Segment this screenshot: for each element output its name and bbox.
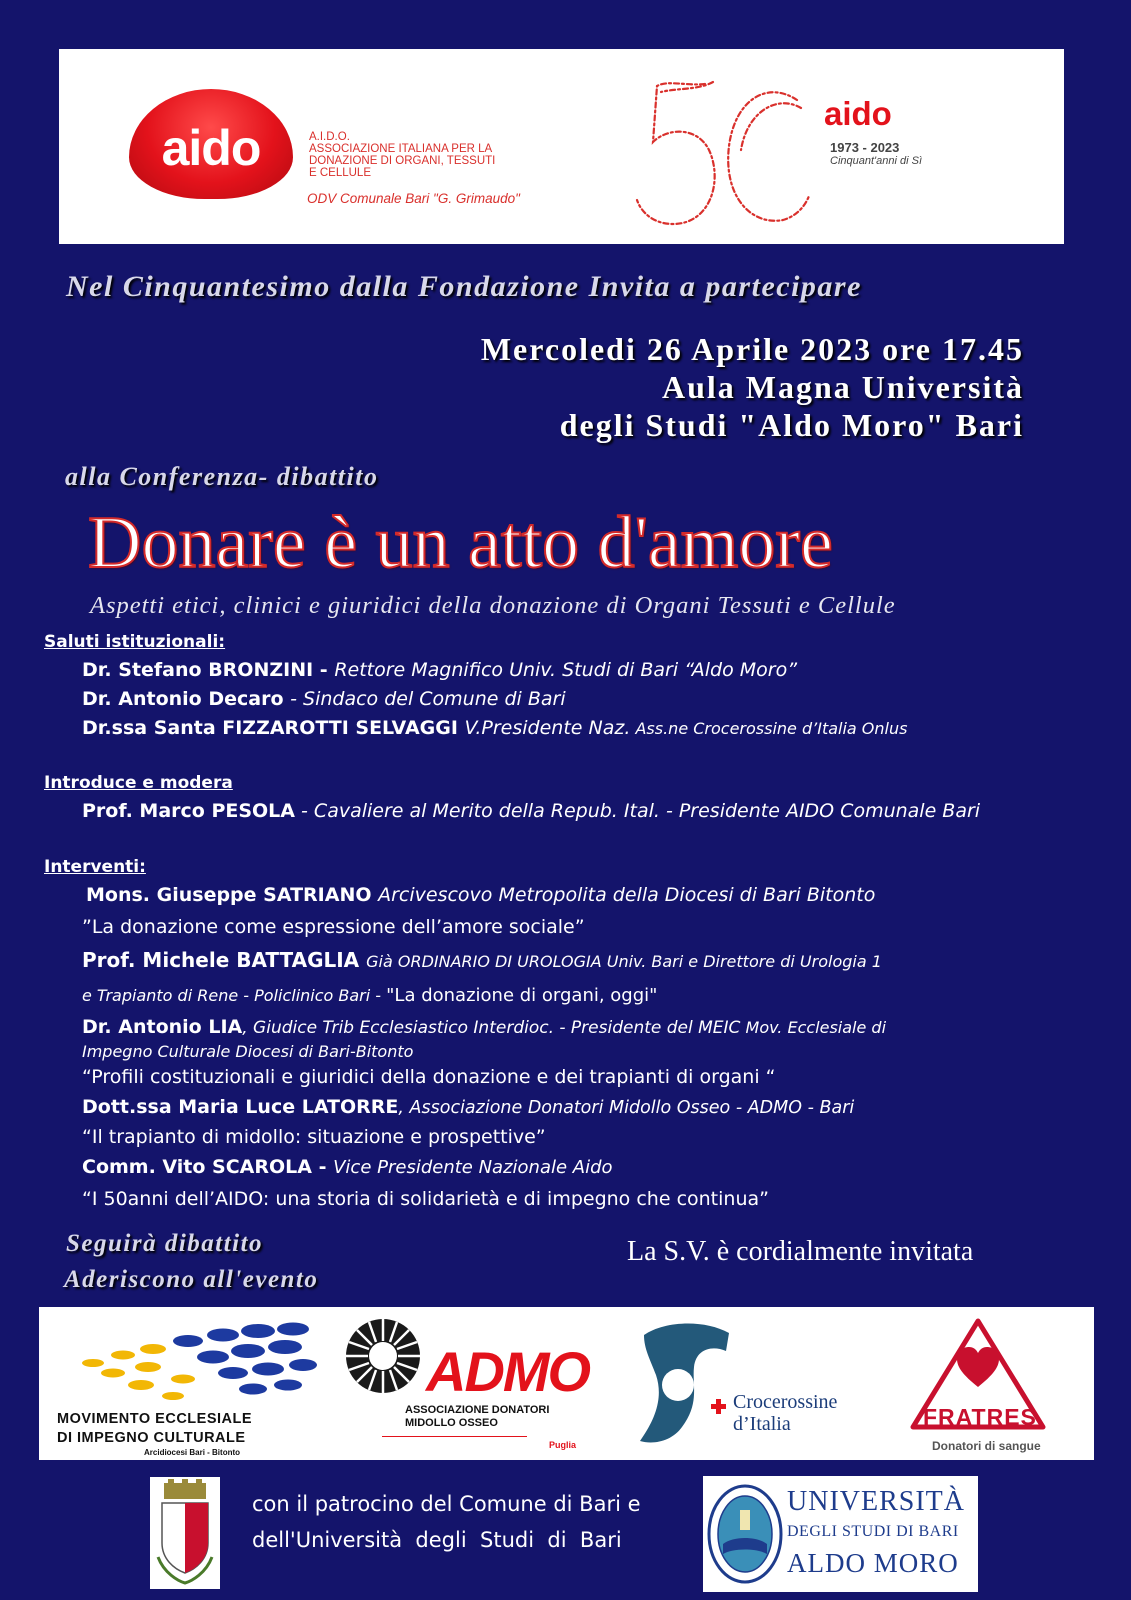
conference-intro: alla Conferenza- dibattito [65, 462, 379, 491]
crocerossine-name: Crocerossine [733, 1391, 838, 1413]
odv-line: ODV Comunale Bari "G. Grimaudo" [307, 191, 520, 206]
speaker-row: Mons. Giuseppe SATRIANO Arcivescovo Metropolita della Diocesi di Bari Bitonto [86, 884, 876, 906]
admo-wordmark: ADMO [426, 1340, 590, 1403]
anniversary-brand: aido [824, 95, 892, 132]
speaker-row: Dr.ssa Santa FIZZAROTTI SELVAGGI V.Presidente Naz. Ass.ne Crocerossine d’Italia Onlus [82, 717, 908, 739]
university-name: UNIVERSITÀ [787, 1486, 965, 1517]
talk-title: “Profili costituzionali e giuridici della donazione e dei trapianti di organi “ [82, 1066, 776, 1088]
admo-divider [382, 1436, 527, 1437]
university-subname: DEGLI STUDI DI BARI [787, 1523, 959, 1540]
talk-title: “Il trapianto di midollo: situazione e prospettive” [82, 1126, 546, 1148]
association-name: A.I.D.O. ASSOCIAZIONE ITALIANA PER LA DONAZIONE DI ORGANI, TESSUTI E CELLULE [309, 131, 496, 179]
university-seal-icon [707, 1482, 783, 1586]
admo-name-line: MIDOLLO OSSEO [405, 1417, 498, 1429]
moderator-heading: Introduce e modera [44, 773, 233, 793]
crocerossine-nurse-icon [634, 1315, 739, 1450]
anniversary-years: 1973 - 2023 [830, 140, 900, 155]
talk-title: “I 50anni dell’AIDO: una storia di solidarietà e di impegno che continua” [82, 1188, 769, 1210]
aido-logo-text: aido [161, 120, 261, 176]
invitation-note: La S.V. è cordialmente invitata [627, 1236, 974, 1267]
saluti-heading: Saluti istituzionali: [44, 632, 226, 652]
admo-region: Puglia [549, 1440, 577, 1450]
moderator-row: Prof. Marco PESOLA - Cavaliere al Merito della Repub. Ital. - Presidente AIDO Comunale Bari [82, 800, 981, 822]
speaker-row: Prof. Michele BATTAGLIA Già ORDINARIO DI UROLOGIA Univ. Bari e Direttore di Urologia 1 [82, 948, 882, 972]
patronage-note: con il patrocino del Comune di Bari e dell'Università degli Studi di Bari [252, 1492, 641, 1552]
bari-crest [150, 1477, 220, 1589]
meic-diocese: Arcidiocesi Bari - Bitonto [144, 1448, 241, 1457]
city-crest-icon [150, 1477, 220, 1589]
crocerossine-name-line-2: d’Italia [733, 1413, 791, 1435]
speaker-row-continued: Impegno Culturale Diocesi di Bari-Bitonto [82, 1042, 414, 1061]
meic-name-line: MOVIMENTO ECCLESIALE [57, 1411, 253, 1427]
adherents-heading: Aderiscono all'evento [64, 1266, 319, 1293]
event-date-time: Mercoledi 26 Aprile 2023 ore 17.45 [480, 331, 1024, 367]
meic-dots-icon [53, 1321, 323, 1406]
university-dedication: ALDO MORO [787, 1548, 959, 1578]
speaker-row: Comm. Vito SCAROLA - Vice Presidente Nazionale Aido [82, 1156, 613, 1178]
invite-line: Nel Cinquantesimo dalla Fondazione Invita a partecipare [66, 270, 862, 303]
page-title: Donare è un atto d'amore [88, 502, 833, 584]
event-venue: Aula Magna Università [662, 369, 1024, 405]
subtitle: Aspetti etici, clinici e giuridici della donazione di Organi Tessuti e Cellule [90, 592, 896, 619]
speaker-row-continued: e Trapianto di Rene - Policlinico Bari - "La donazione di organi, oggi" [82, 985, 658, 1006]
university-logo [703, 1476, 978, 1592]
speaker-row: Dott.ssa Maria Luce LATORRE, Associazione Donatori Midollo Osseo - ADMO - Bari [82, 1096, 855, 1118]
event-details [481, 330, 1024, 444]
fratres-tagline: Donatori di sangue [932, 1439, 1041, 1453]
debate-note: Seguirà dibattito [66, 1230, 264, 1257]
talk-title: ”La donazione come espressione dell’amore sociale” [82, 916, 585, 938]
speaker-row: Dr. Stefano BRONZINI - Rettore Magnifico Univ. Studi di Bari “Aldo Moro” [82, 659, 798, 681]
admo-sunburst-icon [344, 1317, 422, 1395]
meic-name-line: DI IMPEGNO CULTURALE [57, 1430, 246, 1446]
event-venue-2: degli Studi "Aldo Moro" Bari [559, 407, 1024, 443]
fratres-wordmark: FRATRES [923, 1404, 1037, 1430]
partner-logos [39, 1307, 1094, 1460]
header-banner [59, 49, 1064, 244]
speaker-row: Dr. Antonio Decaro - Sindaco del Comune di Bari [82, 688, 566, 710]
admo-name-line: ASSOCIAZIONE DONATORI [405, 1404, 550, 1416]
speaker-row: Dr. Antonio LIA, Giudice Trib Ecclesiastico Interdioc. - Presidente del MEIC Mov. Ecclesiale di [82, 1016, 887, 1038]
fifty-years-icon [627, 64, 827, 234]
interventi-heading: Interventi: [44, 857, 146, 877]
anniversary-tagline: Cinquant'anni di Sì [830, 155, 922, 167]
